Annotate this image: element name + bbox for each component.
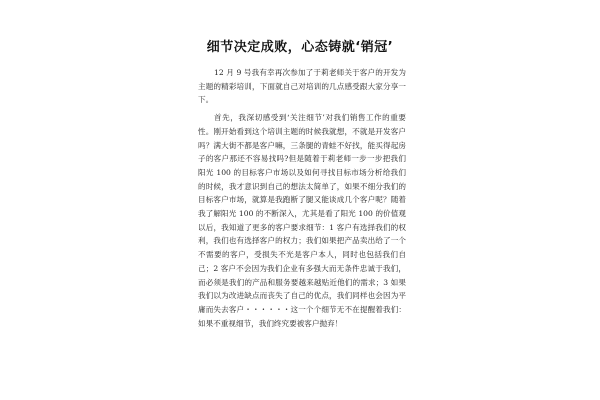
document-body [198,66,406,334]
paragraph-details: 首先，我深切感受到‘关注细节’对我们销售工作的重要性。刚开始看到这个培训主题的时候我就想，不就是开发客户吗？满大街不都是客户嘛，三条腿的青蛙不好找，能买得起房子的客户那还不容易找吗?但是随着于莉老师一步一步把我们阳光 100 的目标客户市场以及如何寻找目标市场分析给我们的时候，我才意识到自己的想法太简单了，如果不细分我们的目标客户市场，就算是我跑断了腿又能谈成几个客户呢？随着我了解阳光 100 的不断深入，尤其是看了阳光 100 的价值观以后，我知道了更多的客户要求细节：1 客户有选择我们的权利，我们也有选择客户的权力；我们如果把产品卖出给了一个不需要的客户，受损失不光是客户本人，同时也包括我们自己；2 客户不会因为我们企业有多强大而无条件忠诚于我们，而必须是我们的产品和服务要越来越贴近他们的需求；3 如果我们以为改进缺点而丧失了自己的优点，我们同样也会因为平庸而失去客户・・・・・・这一个个细节无不在提醒着我们：如果不重视细节，我们终究要被客户抛弃！ [198,113,406,328]
paragraph-intro: 12 月 9 号我有幸再次参加了于莉老师关于客户的开发为主题的精彩培训，下面就自己对培训的几点感受跟大家分享一下。 [198,68,406,105]
document-title: 细节决定成败，心态铸就‘销冠’ [206,40,394,55]
